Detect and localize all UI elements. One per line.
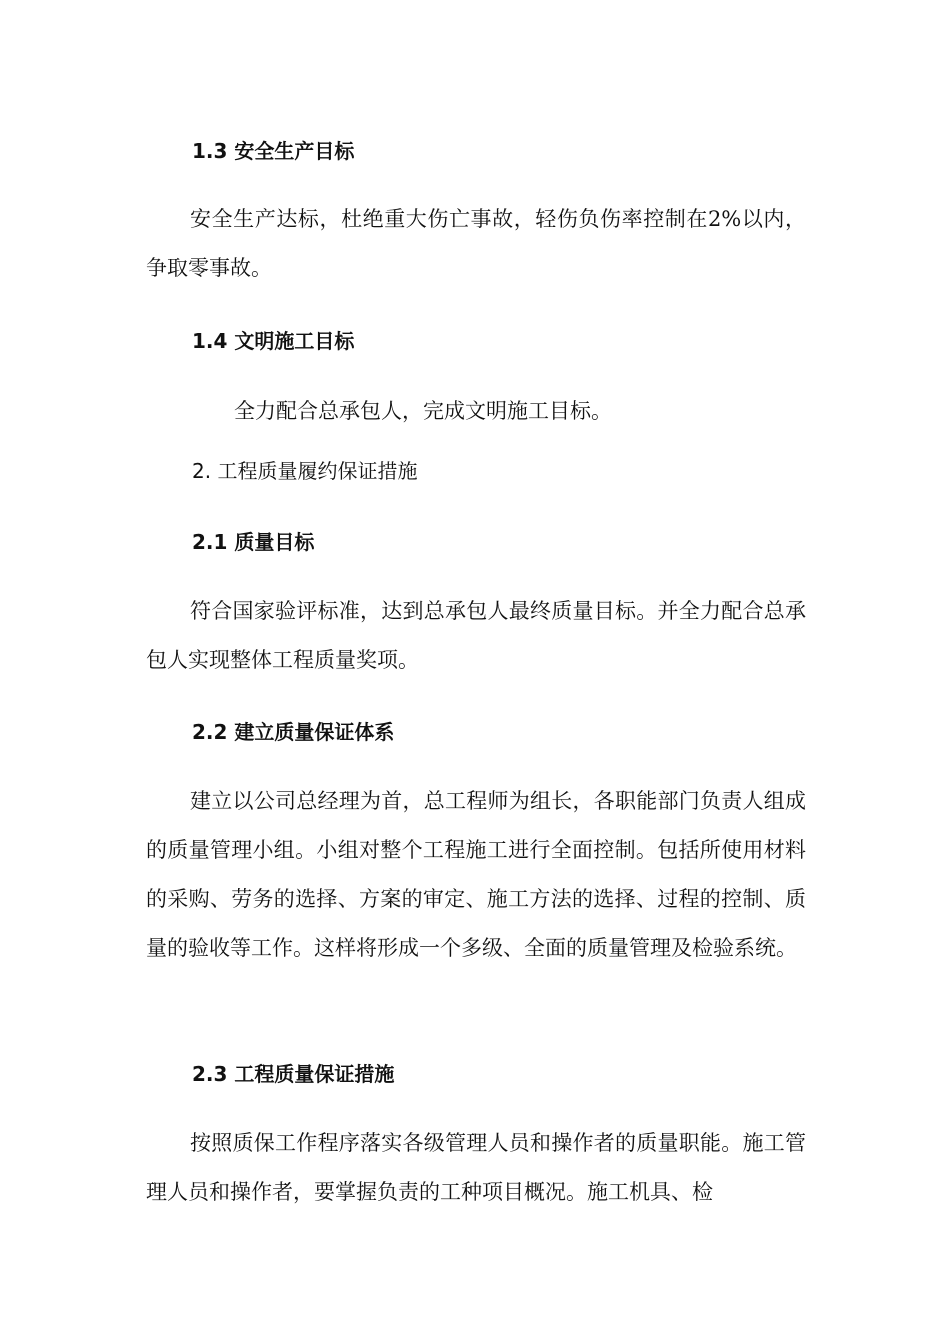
paragraph-safety-goal: 安全生产达标，杜绝重大伤亡事故，轻伤负伤率控制在2%以内，争取零事故。 — [146, 207, 806, 280]
heading-1-4: 1.4 文明施工目标 — [192, 329, 355, 353]
paragraph-civilized-construction-goal: 全力配合总承包人，完成文明施工目标。 — [234, 399, 612, 423]
heading-2-1: 2.1 质量目标 — [192, 530, 315, 554]
paragraph-quality-measures: 按照质保工作程序落实各级管理人员和操作者的质量职能。施工管理人员和操作者，要掌握负责的工种项目概况。施工机具、检 — [146, 1131, 806, 1204]
paragraph-quality-goal: 符合国家验评标准，达到总承包人最终质量目标。并全力配合总承包人实现整体工程质量奖项。 — [146, 599, 806, 672]
heading-2: 2. 工程质量履约保证措施 — [192, 459, 418, 483]
heading-2-2: 2.2 建立质量保证体系 — [192, 720, 395, 744]
paragraph-quality-system: 建立以公司总经理为首，总工程师为组长，各职能部门负责人组成的质量管理小组。小组对整个工程施工进行全面控制。包括所使用材料的采购、劳务的选择、方案的审定、施工方法的选择、过程的控制、质量的验收等工作。这样将形成一个多级、全面的质量管理及检验系统。 — [146, 789, 806, 960]
heading-2-3: 2.3 工程质量保证措施 — [192, 1062, 395, 1086]
heading-1-3: 1.3 安全生产目标 — [192, 139, 355, 163]
